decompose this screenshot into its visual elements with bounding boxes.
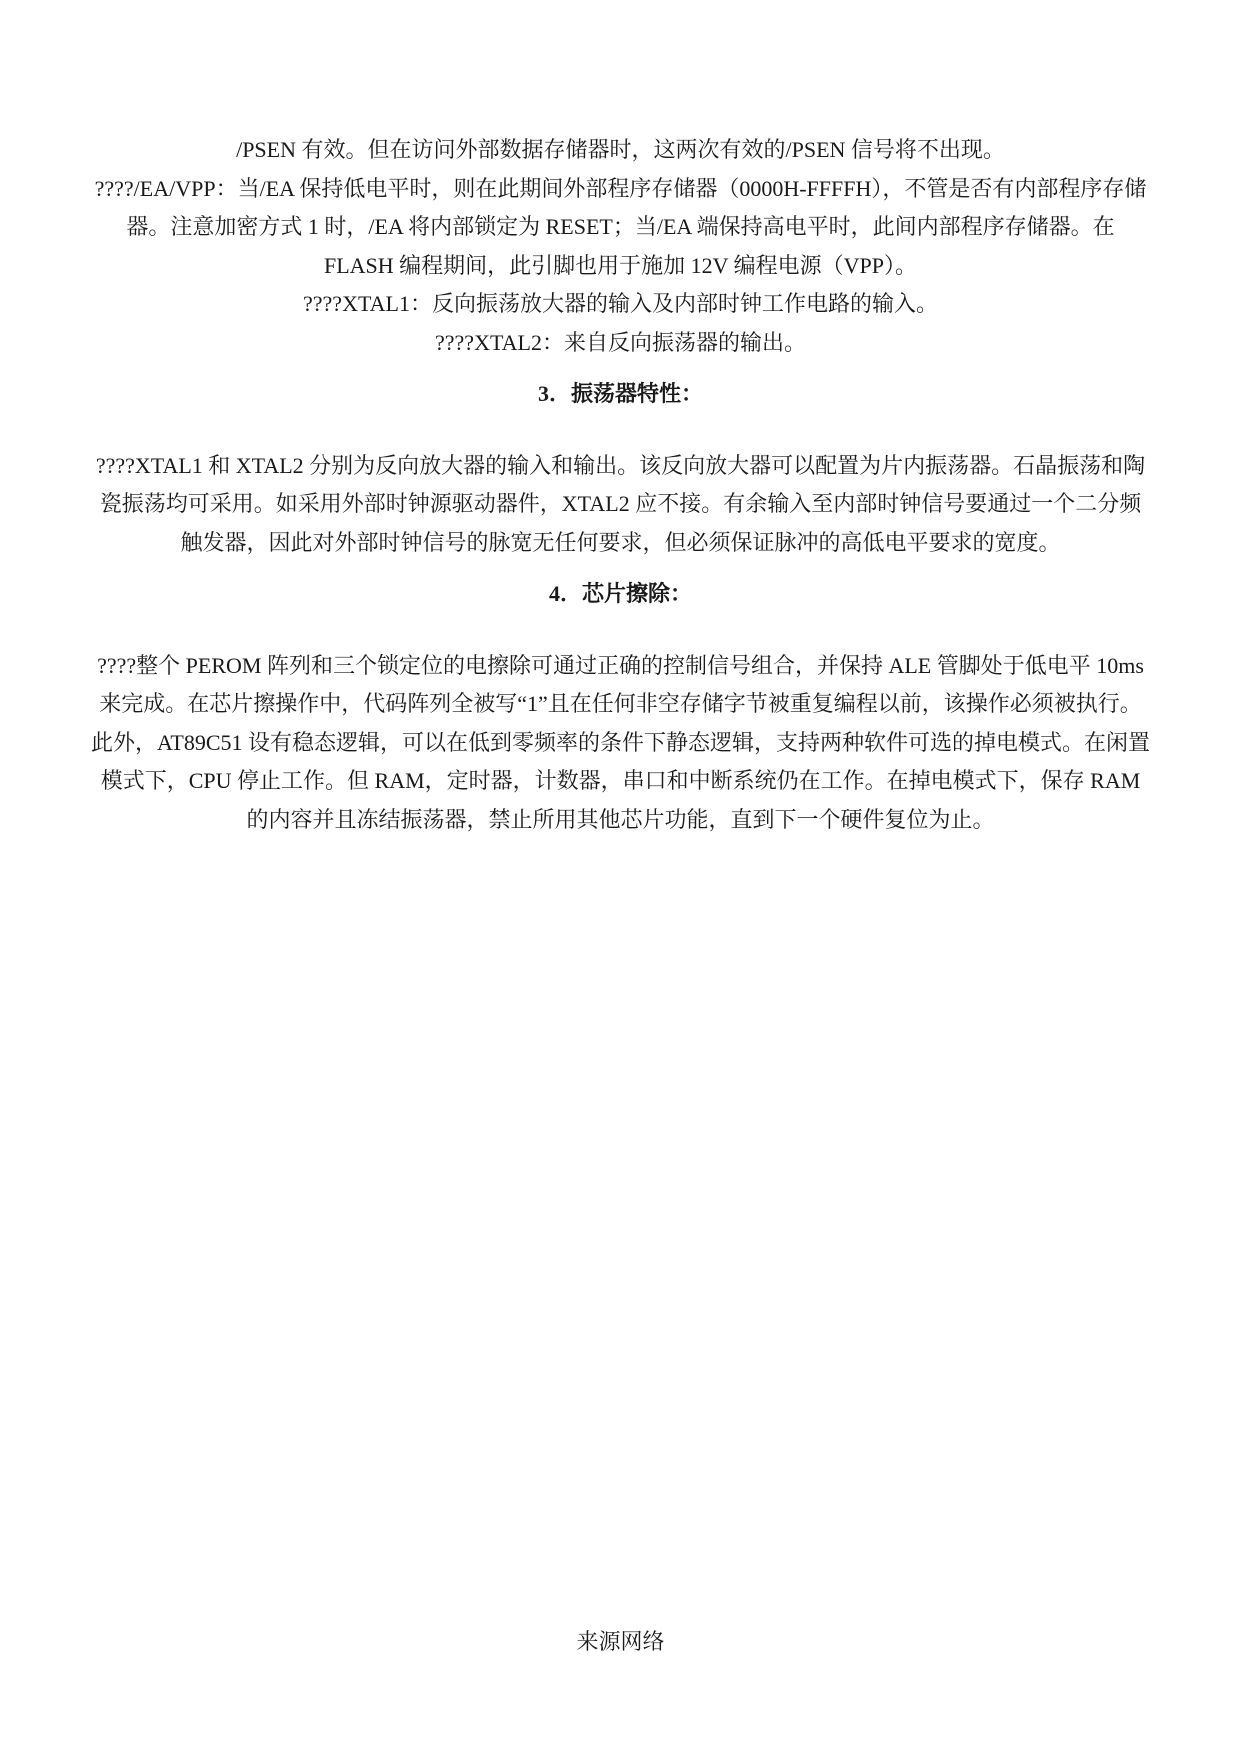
section-heading-oscillator: 3．振荡器特性：: [537, 381, 703, 406]
paragraph-xtal1: ????XTAL1：反向振荡放大器的输入及内部时钟工作电路的输入。: [303, 291, 938, 316]
paragraph-psen: /PSEN 有效。但在访问外部数据存储器时，这两次有效的/PSEN 信号将不出现。: [236, 137, 1005, 162]
document-body: [90, 131, 1151, 839]
paragraph-xtal2: ????XTAL2：来自反向振荡器的输出。: [435, 329, 806, 355]
paragraph-chip-erase: ????整个 PEROM 阵列和三个锁定位的电擦除可通过正确的控制信号组合，并保持 ALE 管脚处于低电平 10ms 来完成。在芯片擦操作中，代码阵列全被写“1”且在任何非空存储字节被重复编程以前，该操作必须被执行。: [97, 652, 1144, 716]
paragraph-ea-vpp: ????/EA/VPP：当/EA 保持低电平时，则在此期间外部程序存储器（0000H-FFFFH），不管是否有内部程序存储器。注意加密方式 1 时，/EA 将内部锁定为 RESET；当/EA 端保持高电平时，此间内部程序存储器。在 FLASH 编程期间，此引脚也用于施加 12V 编程电源（VPP）。: [94, 175, 1147, 278]
section-heading-chip-erase: 4．芯片擦除：: [548, 581, 692, 606]
paragraph-oscillator: ????XTAL1 和 XTAL2 分别为反向放大器的输入和输出。该反向放大器可以配置为片内振荡器。石晶振荡和陶瓷振荡均可采用。如采用外部时钟源驱动器件，XTAL2 应不接。有余输入至内部时钟信号要通过一个二分频触发器，因此对外部时钟信号的脉宽无任何要求，但必须保证脉冲的高低电平要求的宽度。: [95, 452, 1146, 555]
paragraph-power-modes: 此外，AT89C51 设有稳态逻辑，可以在低到零频率的条件下静态逻辑，支持两种软件可选的掉电模式。在闲置模式下，CPU 停止工作。但 RAM，定时器，计数器，串口和中断系统仍在工作。在掉电模式下，保存 RAM 的内容并且冻结振荡器，禁止所用其他芯片功能，直到下一个硬件复位为止。: [90, 729, 1151, 832]
page-footer: 来源网络: [576, 1629, 665, 1654]
